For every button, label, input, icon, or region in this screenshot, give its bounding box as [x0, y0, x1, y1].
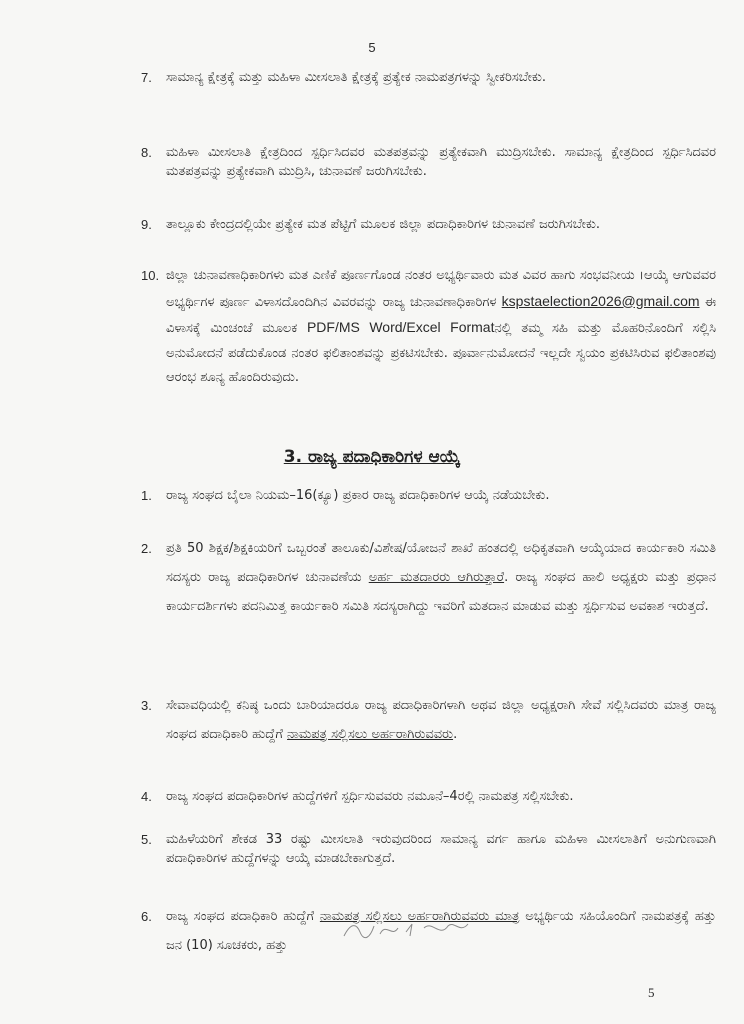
item10-text-after: ನಲ್ಲಿ ತಮ್ಮ ಸಹಿ ಮತ್ತು ಮೊಹರಿನೊಂದಿಗೆ ಸಲ್ಲಿಸಿ ಅನುಮೋದನೆ ಪಡೆದುಕೊಂಡ ನಂತರ ಫಲಿತಾಂಶವನ್ನು ಪ್ರಕಟಿಸಬೇಕು. ಪೂರ್ವಾನುಮೋದನೆ ಇಲ್ಲದೇ ಸ್ವಯಂ ಪ್ರಕಟಿಸಿರುವ ಫಲಿತಾಂಶವು ಆರಂಭ ಶೂನ್ಯ ಹೊಂದಿರುವುದು.: [166, 321, 717, 385]
list-item-s3-1: [141, 486, 716, 505]
list-item-s3-3: [141, 691, 716, 749]
item-text: ಸಾಮಾನ್ಯ ಕ್ಷೇತ್ರಕ್ಕೆ ಮತ್ತು ಮಹಿಳಾ ಮೀಸಲಾತಿ ಕ್ಷೇತ್ರಕ್ಕೆ ಪ್ರತ್ಯೇಕ ನಾಮಪತ್ರಗಳನ್ನು ಸ್ವೀಕರಿಸಬೇಕು.: [166, 70, 546, 85]
list-item-s3-2: [141, 534, 716, 621]
item-text: [166, 264, 716, 391]
item-text: [166, 691, 716, 749]
item10-text-before: ಜಿಲ್ಲಾ ಚುನಾವಣಾಧಿಕಾರಿಗಳು ಮತ ಎಣಿಕೆ ಪೂರ್ಣಗೊಂಡ ನಂತರ ಅಭ್ಯರ್ಥಿವಾರು ಮತ ವಿವರ ಹಾಗು ಸಂಭವನೀಯ ।ಆಯ್ಕೆ ಆಗುವವರ ಅಭ್ಯರ್ಥಿಗಳ ಪೂರ್ಣ ವಿಳಾಸದೊಂದಿಗಿನ ವಿವರವನ್ನು ರಾಜ್ಯ ಚುನಾವಣಾಧಿಕಾರಿಗಳ: [166, 268, 716, 310]
item6-text-before: ರಾಜ್ಯ ಸಂಘದ ಪದಾಧಿಕಾರಿ ಹುದ್ದೆಗೆ: [166, 909, 315, 924]
email-link[interactable]: kspstaelection2026@gmail.com: [501, 292, 700, 309]
file-formats: PDF/MS Word/Excel Format: [306, 319, 495, 335]
list-item-9: [141, 214, 716, 236]
list-item-10: [141, 264, 716, 391]
item-text: ರಾಜ್ಯ ಸಂಘದ ಬೈಲಾ ನಿಯಮ–16(ಕ್ಯೂ) ಪ್ರಕಾರ ರಾಜ್ಯ ಪದಾಧಿಕಾರಿಗಳ ಆಯ್ಕೆ ನಡೆಯಬೇಕು.: [166, 488, 550, 503]
item-number: 10.: [141, 268, 160, 283]
page-number-top: 5: [368, 40, 376, 55]
item-number: 8.: [141, 145, 152, 160]
item-number: 6.: [141, 909, 152, 924]
item6-text-after: ಅಭ್ಯರ್ಥಿಯ ಸಹಿಯೊಂದಿಗೆ ನಾಮಪತ್ರಕ್ಕೆ ಹತ್ತು ಜನ (10) ಸೂಚಕರು, ಹತ್ತು: [166, 909, 716, 953]
item-number: 1.: [141, 488, 152, 503]
item3-text-after: .: [453, 727, 458, 742]
item-text: ತಾಲ್ಲೂಕು ಕೇಂದ್ರದಲ್ಲಿಯೇ ಪ್ರತ್ಯೇಕ ಮತ ಪೆಟ್ಟಿಗೆ ಮೂಲಕ ಜಿಲ್ಲಾ ಪದಾಧಿಕಾರಿಗಳ ಚುನಾವಣೆ ಜರುಗಿಸಬೇಕು.: [166, 217, 600, 232]
list-item-7: [141, 68, 716, 87]
item-text: [166, 534, 716, 621]
item-number: 4.: [141, 789, 152, 804]
item-number: 3.: [141, 698, 152, 713]
item3-underlined: ನಾಮಪತ್ರ ಸಲ್ಲಿಸಲು ಅರ್ಹರಾಗಿರುವವರು: [287, 727, 454, 742]
item2-text-after: . ರಾಜ್ಯ ಸಂಘದ ಹಾಲಿ ಅಧ್ಯಕ್ಷರು ಮತ್ತು ಪ್ರಧಾನ ಕಾರ್ಯದರ್ಶಿಗಳು ಪದನಿಮಿತ್ತ ಕಾರ್ಯಕಾರಿ ಸಮಿತಿ ಸದಸ್ಯರಾಗಿದ್ದು ಇವರಿಗೆ ಮತದಾನ ಮಾಡುವ ಮತ್ತು ಸ್ಪರ್ಧಿಸುವ ಅವಕಾಶ ಇರುತ್ತದೆ.: [166, 570, 716, 614]
item10-text-mid: ಈ ವಿಳಾಸಕ್ಕೆ ಮಿಂಚಂಚೆ ಮೂಲಕ: [166, 294, 716, 336]
item-text: ರಾಜ್ಯ ಸಂಘದ ಪದಾಧಿಕಾರಿಗಳ ಹುದ್ದೆಗಳಿಗೆ ಸ್ಪರ್ಧಿಸುವವರು ನಮೂನೆ–4ರಲ್ಲಿ ನಾಮಪತ್ರ ಸಲ್ಲಿಸಬೇಕು.: [166, 789, 574, 804]
item-text: ಮಹಿಳೆಯರಿಗೆ ಶೇಕಡ 33 ರಷ್ಟು ಮೀಸಲಾತಿ ಇರುವುದರಿಂದ ಸಾಮಾನ್ಯ ವರ್ಗ ಹಾಗೂ ಮಹಿಳಾ ಮೀಸಲಾತಿಗೆ ಅನುಗುಣವಾಗಿ ಪದಾಧಿಕಾರಿಗಳ ಹುದ್ದೆಗಳನ್ನು ಆಯ್ಕೆ ಮಾಡಬೇಕಾಗುತ್ತದೆ.: [166, 832, 716, 866]
item-number: 9.: [141, 217, 152, 232]
list-item-8: [141, 143, 716, 181]
item-number: 5.: [141, 832, 152, 847]
list-item-s3-5: [141, 830, 716, 868]
item2-text-before: ಪ್ರತಿ 50 ಶಿಕ್ಷಕ/ಶಿಕ್ಷಕಿಯರಿಗೆ ಒಬ್ಬರಂತೆ ತಾಲೂಕು/ವಿಶೇಷ/ಯೋಜನೆ ಶಾಖೆ ಹಂತದಲ್ಲಿ ಅಧಿಕೃತವಾಗಿ ಆಯ್ಕೆಯಾದ ಕಾರ್ಯಕಾರಿ ಸಮಿತಿ ಸದಸ್ಯರು ರಾಜ್ಯ ಪದಾಧಿಕಾರಿಗಳ ಚುನಾವಣೆಯ: [166, 541, 716, 585]
item-number: 2.: [141, 541, 152, 556]
item2-underlined: ಅರ್ಹ ಮತದಾರರು ಆಗಿರುತ್ತಾರೆ: [368, 570, 505, 585]
item-text: ಮಹಿಳಾ ಮೀಸಲಾತಿ ಕ್ಷೇತ್ರದಿಂದ ಸ್ಪರ್ಧಿಸಿದವರ ಮತಪತ್ರವನ್ನು ಪ್ರತ್ಯೇಕವಾಗಿ ಮುದ್ರಿಸಬೇಕು. ಸಾಮಾನ್ಯ ಕ್ಷೇತ್ರದಿಂದ ಸ್ಪರ್ಧಿಸಿದವರ ಮತಪತ್ರವನ್ನು ಪ್ರತ್ಯೇಕವಾಗಿ ಮುದ್ರಿಸಿ, ಚುನಾವಣೆ ಜರುಗಿಸಬೇಕು.: [166, 145, 716, 179]
list-item-s3-4: [141, 787, 716, 806]
item-number: 7.: [141, 70, 152, 85]
section-heading: [0, 447, 744, 467]
page-number-bottom: 5: [648, 985, 655, 1000]
handwritten-signature: [340, 918, 490, 942]
item3-text-before: ಸೇವಾವಧಿಯಲ್ಲಿ ಕನಿಷ್ಠ ಒಂದು ಬಾರಿಯಾದರೂ ರಾಜ್ಯ ಪದಾಧಿಕಾರಿಗಳಾಗಿ ಅಥವ ಜಿಲ್ಲಾ ಅಧ್ಯಕ್ಷರಾಗಿ ಸೇವೆ ಸಲ್ಲಿಸಿದವರು ಮಾತ್ರ ರಾಜ್ಯ ಸಂಘದ ಪದಾಧಿಕಾರಿ ಹುದ್ದೆಗೆ: [166, 698, 716, 742]
item6-underlined: ನಾಮಪತ್ರ ಸಲ್ಲಿಸಲು ಅರ್ಹರಾಗಿರುವವರು ಮಾತ್ರ: [319, 909, 520, 924]
section-heading-text: 3. ರಾಜ್ಯ ಪದಾಧಿಕಾರಿಗಳ ಆಯ್ಕೆ: [283, 447, 461, 467]
